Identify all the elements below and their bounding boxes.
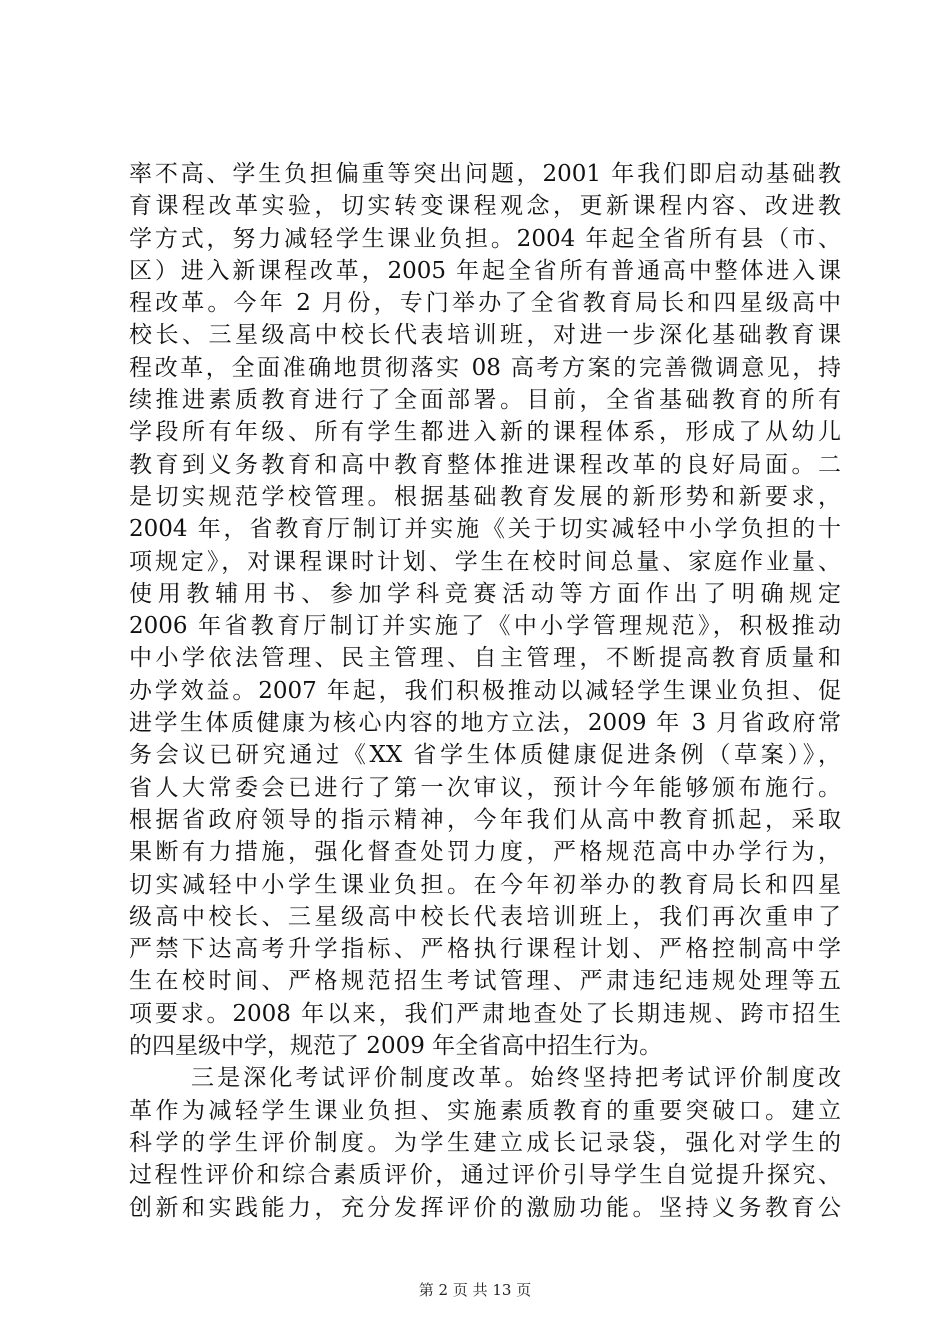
paragraph-start-line: 三是深化考试评价制度改革。始终坚持把考试评价制度改 xyxy=(191,1065,841,1092)
page-number-footer: 第 2 页 共 13 页 xyxy=(418,1281,532,1299)
text-line: 育课程改革实验，切实转变课程观念，更新课程内容、改进教 xyxy=(129,193,841,220)
text-line: 2004 年，省教育厅制订并实施《关于切实减轻中小学负担的十 xyxy=(129,516,841,543)
text-line: 中小学依法管理、民主管理、自主管理，不断提高教育质量和 xyxy=(129,645,841,672)
text-line: 教育到义务教育和高中教育整体推进课程改革的良好局面。二 xyxy=(129,451,841,478)
text-line: 学段所有年级、所有学生都进入新的课程体系，形成了从幼儿 xyxy=(129,419,841,446)
text-line: 区）进入新课程改革，2005 年起全省所有普通高中整体进入课 xyxy=(129,257,841,284)
text-line: 生在校时间、严格规范招生考试管理、严肃违纪违规处理等五 xyxy=(129,968,841,995)
text-line: 2006 年省教育厅制订并实施了《中小学管理规范》，积极推动 xyxy=(129,613,841,640)
text-line: 省人大常委会已进行了第一次审议，预计今年能够颁布施行。 xyxy=(129,774,841,801)
text-line: 是切实规范学校管理。根据基础教育发展的新形势和新要求， xyxy=(129,483,841,510)
text-line: 学方式，努力减轻学生课业负担。2004 年起全省所有县（市、 xyxy=(129,225,841,252)
text-line: 使用教辅用书、参加学科竞赛活动等方面作出了明确规定 xyxy=(129,580,841,607)
text-line: 校长、三星级高中校长代表培训班，对进一步深化基础教育课 xyxy=(129,322,841,349)
text-line: 续推进素质教育进行了全面部署。目前，全省基础教育的所有 xyxy=(129,387,841,414)
text-line: 切实减轻中小学生课业负担。在今年初举办的教育局长和四星 xyxy=(129,871,841,898)
text-line: 根据省政府领导的指示精神，今年我们从高中教育抓起，采取 xyxy=(129,806,841,833)
text-line: 率不高、学生负担偏重等突出问题，2001 年我们即启动基础教 xyxy=(129,161,841,187)
text-line: 级高中校长、三星级高中校长代表培训班上，我们再次重申了 xyxy=(129,903,841,930)
body-text xyxy=(129,158,841,1224)
text-line: 项要求。2008 年以来，我们严肃地查处了长期违规、跨市招生 xyxy=(129,1000,841,1027)
text-line: 严禁下达高考升学指标、严格执行课程计划、严格控制高中学 xyxy=(129,936,841,963)
text-line: 项规定》，对课程课时计划、学生在校时间总量、家庭作业量、 xyxy=(129,548,841,575)
text-line: 过程性评价和综合素质评价，通过评价引导学生自觉提升探究、 xyxy=(129,1162,841,1189)
text-line: 务会议已研究通过《XX 省学生体质健康促进条例（草案）》， xyxy=(129,742,841,769)
text-line: 科学的学生评价制度。为学生建立成长记录袋，强化对学生的 xyxy=(129,1129,841,1156)
text-line: 程改革，全面准确地贯彻落实 08 高考方案的完善微调意见，持 xyxy=(129,354,841,381)
text-line: 办学效益。2007 年起，我们积极推动以减轻学生课业负担、促 xyxy=(129,677,841,704)
text-line: 程改革。今年 2 月份，专门举办了全省教育局长和四星级高中 xyxy=(129,290,841,317)
text-line: 进学生体质健康为核心内容的地方立法，2009 年 3 月省政府常 xyxy=(129,710,841,737)
text-line: 果断有力措施，强化督查处罚力度，严格规范高中办学行为， xyxy=(129,839,841,866)
text-line: 革作为减轻学生课业负担、实施素质教育的重要突破口。建立 xyxy=(129,1097,841,1124)
paragraph-end-line: 的四星级中学，规范了 2009 年全省高中招生行为。 xyxy=(129,1033,663,1060)
text-line: 创新和实践能力，充分发挥评价的激励功能。坚持义务教育公 xyxy=(129,1194,841,1221)
